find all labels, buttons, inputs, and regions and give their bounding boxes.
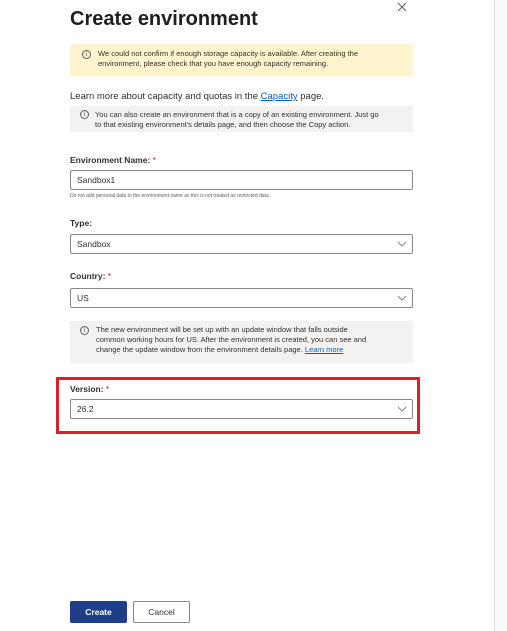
warning-text-line-1: We could not confirm if enough storage capacity is available. After creating the: [98, 49, 359, 58]
required-mark: *: [107, 271, 112, 281]
info-icon: i: [80, 326, 89, 335]
capacity-text-before: Learn more about capacity and quotas in the: [70, 91, 259, 102]
learn-more-link[interactable]: Learn more: [304, 345, 344, 354]
update-info-line-2: common working hours for US. After the environment is created, you can see and: [96, 335, 367, 344]
close-button[interactable]: [395, 0, 409, 14]
required-mark: *: [152, 155, 156, 165]
update-info-line-3: [96, 345, 393, 355]
country-selected-value: US: [77, 293, 89, 303]
environment-name-label-text: Environment Name:: [70, 155, 151, 165]
version-selected-value: 26.2: [77, 404, 94, 414]
chevron-down-icon: [397, 294, 407, 302]
capacity-link[interactable]: Capacity: [260, 91, 298, 102]
cancel-button[interactable]: Cancel: [133, 601, 190, 623]
warning-text-line-2: environment, please check that you have enough capacity remaining.: [98, 59, 329, 68]
required-mark: *: [105, 384, 110, 394]
version-label-text: Version:: [70, 384, 104, 394]
type-label-text: Type:: [70, 218, 93, 228]
capacity-warning-banner: [70, 44, 413, 76]
copy-info-line-2: to that existing environment's details page, and then choose the Copy action.: [95, 120, 351, 129]
type-dropdown[interactable]: [70, 234, 413, 254]
update-info-line-3-text: change the update window from the environment details page.: [96, 345, 303, 354]
type-selected-value: Sandbox: [77, 239, 111, 249]
update-window-info: [70, 321, 413, 363]
chevron-down-icon: [397, 405, 407, 413]
info-icon: i: [80, 110, 89, 119]
background-panel: [495, 0, 507, 631]
info-icon: i: [82, 50, 91, 59]
environment-name-input[interactable]: [70, 170, 413, 190]
capacity-info-line: [70, 91, 324, 102]
capacity-text-after: page.: [300, 91, 325, 102]
update-info-line-1: The new environment will be set up with an update window that falls outside: [96, 325, 348, 334]
version-label: [70, 384, 109, 394]
create-button[interactable]: Create: [70, 601, 127, 623]
chevron-down-icon: [397, 240, 407, 248]
environment-name-hint: Do not add personal data to the environment name as this is not treated as restricted data.: [70, 193, 271, 199]
page-title: Create environment: [70, 8, 258, 30]
environment-name-label: [70, 155, 156, 165]
copy-info-line-1: You can also create an environment that is a copy of an existing environment. Just go: [95, 110, 379, 119]
type-label: [70, 218, 92, 228]
close-icon: [397, 2, 407, 12]
country-label: [70, 271, 111, 281]
version-dropdown[interactable]: [70, 399, 413, 419]
copy-environment-info: [70, 106, 413, 132]
country-label-text: Country:: [70, 271, 106, 281]
country-dropdown[interactable]: [70, 288, 413, 308]
